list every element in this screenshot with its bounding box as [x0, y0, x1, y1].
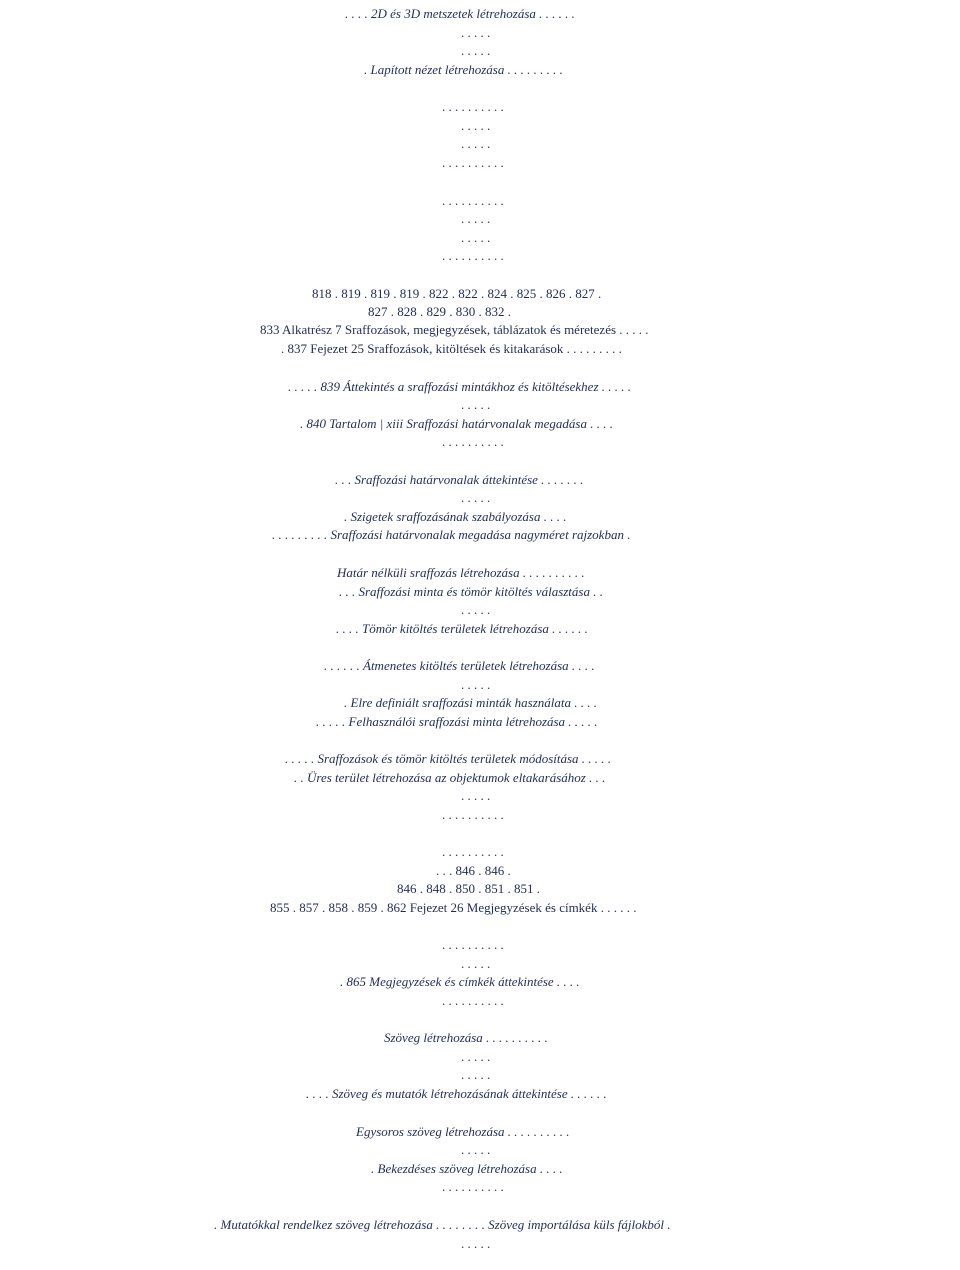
toc-line: . . . . . 839 Áttekintés a sraffozási mintákhoz és kitöltésekhez . . . . . — [288, 379, 632, 394]
toc-line: . . . . . — [461, 43, 491, 58]
toc-line: . . . . . — [461, 956, 491, 971]
toc-line: . . . . . — [461, 490, 491, 505]
toc-line: . . . . Tömör kitöltés területek létrehozása . . . . . . — [336, 621, 588, 636]
toc-line: . . . . . — [461, 602, 491, 617]
toc-line: 846 . 848 . 850 . 851 . 851 . — [397, 881, 540, 896]
toc-line: . . . . . — [461, 136, 491, 151]
toc-line: Határ nélküli sraffozás létrehozása . . . . . . . . . . — [337, 565, 585, 580]
toc-line: . Bekezdéses szöveg létrehozása . . . . — [371, 1161, 563, 1176]
toc-line: . . . 846 . 846 . — [436, 863, 511, 878]
toc-line: . . . . . . . . . . — [442, 434, 504, 449]
toc-line: . . . . . — [461, 230, 491, 245]
toc-line: . . . . . Sraffozások és tömör kitöltés területek módosítása . . . . . — [285, 751, 612, 766]
toc-line: 855 . 857 . 858 . 859 . 862 Fejezet 26 Megjegyzések és címkék . . . . . . — [270, 900, 637, 915]
toc-line: . . . . . — [461, 211, 491, 226]
toc-line: . . . . . — [461, 1049, 491, 1064]
toc-line: . 865 Megjegyzések és címkék áttekintése . . . . — [340, 974, 580, 989]
toc-line: . . . . . . . . . . — [442, 99, 504, 114]
toc-line: . . . . . . . . . . — [442, 807, 504, 822]
toc-line: . . . . 2D és 3D metszetek létrehozása . . . . . . — [345, 6, 575, 21]
toc-line: 818 . 819 . 819 . 819 . 822 . 822 . 824 . 825 . 826 . 827 . — [312, 286, 602, 301]
toc-line: 833 Alkatrész 7 Sraffozások, megjegyzések, táblázatok és méretezés . . . . . — [260, 322, 649, 337]
toc-line: . Lapított nézet létrehozása . . . . . . . . . — [364, 62, 563, 77]
toc-line: . 840 Tartalom | xiii Sraffozási határvonalak megadása . . . . — [300, 416, 613, 431]
toc-line: Egysoros szöveg létrehozása . . . . . . . . . . — [356, 1124, 570, 1139]
toc-line: . . . . . — [461, 25, 491, 40]
toc-line: . . . . . — [461, 397, 491, 412]
toc-line: . . . . . . . . . . — [442, 1179, 504, 1194]
toc-line: . . . . . . . . . Sraffozási határvonalak megadása nagyméret rajzokban . — [272, 527, 631, 542]
toc-line: . . . . . — [461, 788, 491, 803]
toc-line: . . . . . . . . . . — [442, 993, 504, 1008]
toc-line: . . . . . . Átmenetes kitöltés területek létrehozása . . . . — [324, 658, 595, 673]
toc-line: . . . . . . . . . . — [442, 844, 504, 859]
toc-line: . 837 Fejezet 25 Sraffozások, kitöltések és kitakarások . . . . . . . . . — [281, 341, 622, 356]
toc-line: . . . . . — [461, 118, 491, 133]
toc-line: . . Üres terület létrehozása az objektumok eltakarásához . . . — [294, 770, 606, 785]
toc-line: . . . Sraffozási határvonalak áttekintése . . . . . . . — [335, 472, 584, 487]
toc-line: 827 . 828 . 829 . 830 . 832 . — [368, 304, 511, 319]
toc-line: . Szigetek sraffozásának szabályozása . . . . — [344, 509, 567, 524]
toc-line: . . . . . — [461, 1142, 491, 1157]
toc-line: Szöveg létrehozása . . . . . . . . . . — [384, 1030, 548, 1045]
toc-line: . . . . . . . . . . — [442, 193, 504, 208]
toc-line: . . . . . . . . . . — [442, 155, 504, 170]
toc-line: . . . . . Felhasználói sraffozási minta létrehozása . . . . . — [316, 714, 598, 729]
toc-line: . . . . . — [461, 1236, 491, 1251]
toc-line: . . . . Szöveg és mutatók létrehozásának áttekintése . . . . . . — [306, 1086, 607, 1101]
toc-line: . Elre definiált sraffozási minták használata . . . . — [344, 695, 598, 710]
toc-line: . . . . . . . . . . — [442, 248, 504, 263]
toc-line: . . . Sraffozási minta és tömör kitöltés választása . . — [339, 584, 603, 599]
toc-line: . Mutatókkal rendelkez szöveg létrehozása . . . . . . . . Szöveg importálása küls fájlokból . — [214, 1217, 671, 1232]
toc-line: . . . . . — [461, 677, 491, 692]
toc-line: . . . . . . . . . . — [442, 937, 504, 952]
toc-line: . . . . . — [461, 1067, 491, 1082]
